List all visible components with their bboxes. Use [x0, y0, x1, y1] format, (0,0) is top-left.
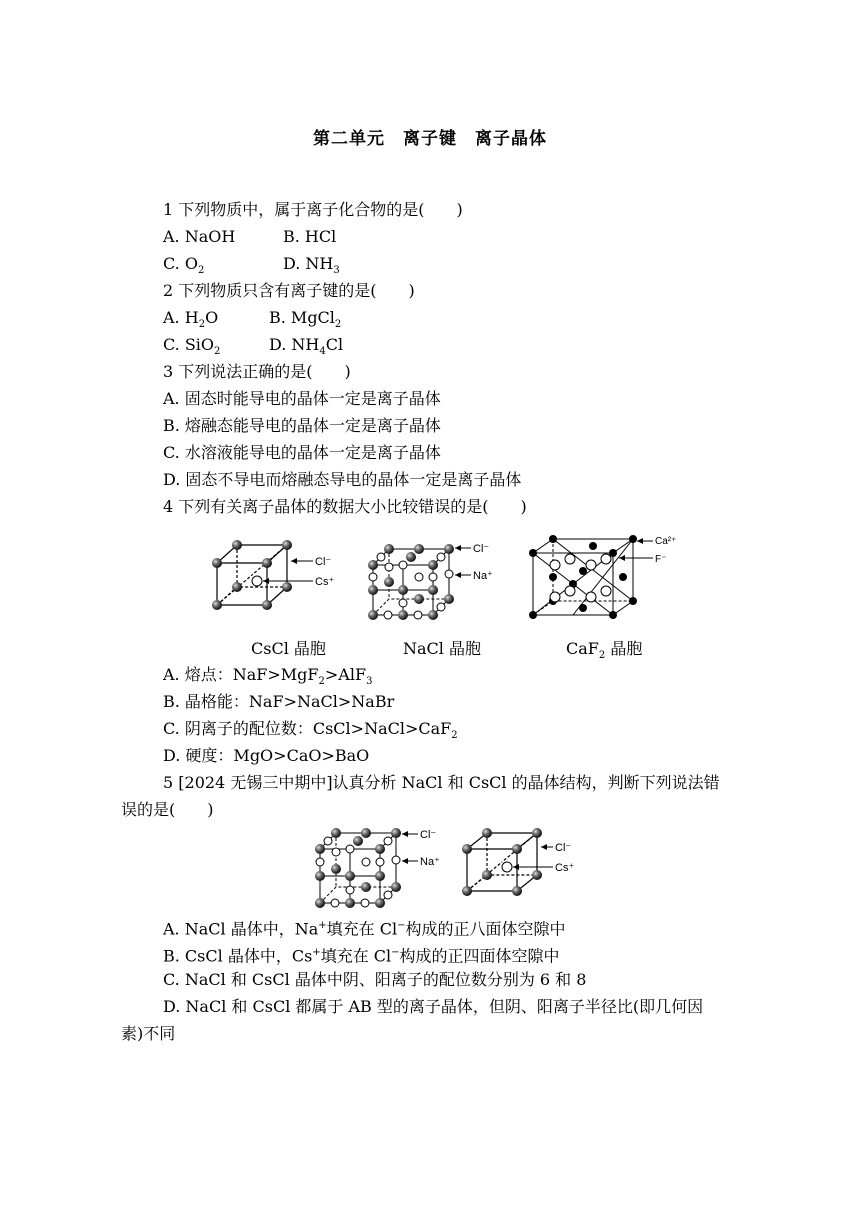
q5-b-text: B. CsCl 晶体中，Cs: [163, 946, 313, 966]
caf2-caption: [566, 636, 642, 661]
q5-nacl-cl-label: Cl⁻: [420, 829, 437, 841]
q2-d-post: Cl: [325, 335, 344, 354]
q2-option-b[interactable]: [269, 307, 341, 336]
q4-a-sub1: 2: [318, 676, 325, 688]
q1-option-a[interactable]: A. NaOH: [163, 227, 236, 246]
q3-option-d[interactable]: D. 固态不导电而熔融态导电的晶体一定是离子晶体: [163, 470, 522, 489]
q5-a-sup2: −: [397, 920, 406, 931]
q5-stem-line2: 误的是( ): [121, 800, 214, 819]
page-title: 第二单元 离子键 离子晶体: [313, 129, 547, 149]
q2-a-text: A. H: [163, 308, 199, 327]
cscl-cs-label: Cs⁺: [315, 576, 335, 588]
q5-cscl-cl-label: Cl⁻: [555, 842, 572, 854]
q2-option-a[interactable]: [163, 308, 219, 331]
q5-a-text: A. NaCl 晶体中，Na: [163, 919, 319, 939]
q1-options-ab: [163, 226, 337, 248]
q2-d-text: D. NH: [269, 335, 320, 354]
cscl-caption: CsCl 晶胞: [251, 639, 326, 658]
q4-a-text: A. 熔点：NaF>MgF: [163, 665, 319, 684]
caf2-unit-cell-figure: [525, 535, 685, 625]
q2-c-text: C. SiO: [163, 335, 215, 354]
q5-cscl-cs-label: Cs⁺: [555, 862, 575, 874]
caf2-f-label: F⁻: [655, 554, 667, 565]
q3-stem: 3 下列说法正确的是( ): [163, 362, 351, 381]
q1-c-sub: 2: [197, 265, 205, 277]
nacl-unit-cell-figure: [365, 535, 505, 625]
caf2-ca-label: Ca²⁺: [655, 536, 677, 547]
q4-stem: 4 下列有关离子晶体的数据大小比较错误的是( ): [163, 497, 527, 516]
q2-b-text: B. MgCl: [269, 308, 335, 327]
q1-options-cd: [163, 253, 340, 282]
q4-option-b[interactable]: B. 晶格能：NaF>NaCl>NaBr: [163, 692, 395, 711]
nacl-caption: NaCl 晶胞: [403, 639, 481, 658]
q2-a-sub: 2: [198, 319, 206, 331]
q4-c-sub: 2: [451, 730, 458, 742]
q5-a-post: 构成的正八面体空隙中: [405, 919, 566, 939]
q1-stem: 1 下列物质中，属于离子化合物的是( ): [163, 200, 463, 219]
q4-a-sub2: 3: [366, 676, 373, 688]
cscl-unit-cell-figure: [205, 535, 345, 625]
q2-options-cd: [163, 334, 344, 363]
q2-b-sub: 2: [334, 319, 342, 331]
q5-option-c[interactable]: C. NaCl 和 CsCl 晶体中阴、阳离子的配位数分别为 6 和 8: [163, 970, 587, 989]
q5-option-d-line1[interactable]: D. NaCl 和 CsCl 都属于 AB 型的离子晶体，但阴、阳离子半径比(即几何因: [163, 997, 704, 1016]
q5-option-b[interactable]: [163, 942, 560, 967]
q5-cscl-figure: [455, 825, 585, 910]
q1-d-sub: 3: [333, 265, 340, 277]
q3-option-b[interactable]: B. 熔融态能导电的晶体一定是离子晶体: [163, 416, 441, 435]
nacl-na-label: Na⁺: [473, 570, 493, 582]
q5-b-sup1: +: [312, 947, 321, 958]
nacl-cl-label: Cl⁻: [473, 543, 490, 555]
q2-c-sub: 2: [214, 346, 221, 358]
q1-c-text: C. O: [163, 254, 198, 273]
q5-option-a[interactable]: [163, 915, 566, 940]
q5-a-mid: 填充在 Cl: [326, 919, 398, 939]
q2-a-post: O: [205, 308, 219, 327]
caf2-caption-text: CaF: [566, 639, 599, 658]
q2-options-ab: [163, 307, 342, 336]
q2-stem: 2 下列物质只含有离子键的是( ): [163, 281, 415, 300]
q5-b-sup2: −: [391, 947, 400, 958]
q1-option-d[interactable]: [283, 253, 340, 282]
q5-stem-line1: 5 [2024 无锡三中期中]认真分析 NaCl 和 CsCl 的晶体结构，判断下列说法错: [163, 773, 720, 792]
q5-b-post: 构成的正四面体空隙中: [399, 946, 560, 966]
q3-option-a[interactable]: A. 固态时能导电的晶体一定是离子晶体: [163, 389, 441, 408]
q1-d-text: D. NH: [283, 254, 334, 273]
q4-option-d[interactable]: D. 硬度：MgO>CaO>BaO: [163, 746, 370, 765]
caf2-caption-sub: 2: [598, 650, 606, 662]
q5-b-mid: 填充在 Cl: [320, 946, 392, 966]
cscl-cl-label: Cl⁻: [315, 556, 332, 568]
q3-option-c[interactable]: C. 水溶液能导电的晶体一定是离子晶体: [163, 443, 441, 462]
q5-option-d-line2: 素)不同: [121, 1024, 176, 1043]
q5-nacl-figure: [312, 825, 452, 910]
q1-option-b[interactable]: B. HCl: [283, 227, 337, 246]
q4-option-a[interactable]: [163, 664, 372, 693]
q4-a-mid: >AlF: [324, 665, 367, 684]
q2-d-sub: 4: [319, 346, 326, 358]
q5-a-sup1: +: [318, 920, 327, 931]
q4-option-c[interactable]: [163, 718, 458, 747]
q2-option-c[interactable]: [163, 335, 221, 358]
q5-nacl-na-label: Na⁺: [420, 856, 440, 868]
caf2-caption-post: 晶胞: [605, 639, 643, 658]
q4-c-text: C. 阴离子的配位数：CsCl>NaCl>CaF: [163, 719, 452, 738]
q2-option-d[interactable]: [269, 334, 343, 363]
q1-option-c[interactable]: [163, 254, 205, 277]
